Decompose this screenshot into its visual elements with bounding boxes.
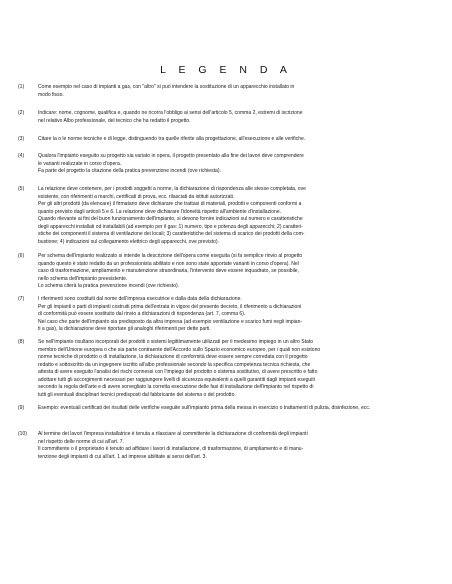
legend-note-2: [18, 110, 444, 125]
note-number: (5): [18, 186, 25, 192]
note-number: (6): [18, 253, 25, 259]
note-number: (3): [18, 136, 25, 142]
legend-note-8: [18, 339, 444, 399]
note-number: (10): [18, 431, 27, 437]
note-number: (7): [18, 296, 25, 302]
note-number: (8): [18, 339, 25, 345]
note-number: (4): [18, 153, 25, 159]
note-text: Qualora l'impianto eseguito su progetto sia variato in opera, il progetto presentato alla fine dei lavori deve comprendere le varianti realizzate in corso d'opera. Fa parte del progetto la citazione della pratica prevenzione incendi (ove richiesta).: [38, 153, 304, 175]
legend-note-4: [18, 153, 444, 176]
note-text: La relazione deve contenere, per i prodotti soggetti a norme, la dichiarazione di rispondenza alle stesse completata, ove esistente, con riferimenti a marchi, certificati di prova, ecc. rilasciati da istituti autorizzati. Per gli altri prodotti (da elencare) il firmatario deve dichiarare che trattasi di materiali, prodotti e componenti conformi a quanto previsto dagli articoli 5 e 6. La relazione deve dichiarare l'idoneità rispetto all'ambiente d'installazione. Quando rilevante ai fini del buon funzionamento dell'impianto, si devono fornire indicazioni sul numero e caratteristiche degli apparecchi installati od installabili (ad esempio per il gas: 1) numero, tipo e potenza degli apparecchi; 2) caratteri- stiche dei componenti il sistema di ventilazione dei locali; 3) caratteristiche del sistema di scarico dei prodotti della com- bustione; 4) indicazioni sul collegamento elettrico degli apparecchi, ove previsto).: [38, 186, 306, 245]
note-text: Per schema dell'impianto realizzato si intende la descrizione dell'opera come eseguita (si fa semplice rinvio al progetto quando questo è stato redatto da un professionista abilitato e non sono state apportate varianti in corso d'opera). Nel caso di trasformazione, ampliamento e manutenzione straordinaria, l'intervento deve essere inquadrato, se possibile, nello schema dell'impianto preesistente. Lo schema citerà la pratica prevenzione incendi (ove richiesto).: [38, 253, 303, 290]
legend-note-7: [18, 296, 444, 334]
note-text: Esempio: eventuali certificati dei risultati delle verifiche eseguite sull'impianto prima della messa in esercizio o trattamenti di pulizia, disinfezione, ecc.: [38, 405, 371, 411]
legend-note-10: [18, 431, 444, 461]
note-text: Citare la o le norme tecniche e di legge, distinguendo tra quelle riferite alla progettazione, all'esecuzione e alle verifiche.: [38, 136, 306, 142]
legend-note-3: [18, 136, 444, 144]
note-text: I riferimenti sono costituiti dal nome dell'impresa esecutrice e dalla data della dichiarazione. Per gli impianti o parti di impianti costruiti prima dell'entrata in vigore del presente decreto, il riferimento a dichiarazioni di conformità può essere sostituito dal rinvio a dichiarazioni di rispondenza (art. 7, comma 6). Nel caso che parte dell'impianto sia predisposto da altra impresa (ad esempio ventilazione e scarico fumi negli impian- ti a gas), la dichiarazione deve riportare gli analoghi riferimenti per dette parti.: [38, 296, 303, 333]
note-text: Come esempio nel caso di impianti a gas, con "altro" si può intendere la sostituzione di un apparecchio installato in modo fisso.: [38, 84, 295, 98]
note-number: (9): [18, 405, 25, 411]
page-title: L E G E N D A: [160, 64, 292, 76]
legend-note-5: [18, 186, 444, 246]
note-text: Indicare: nome, cognome, qualifica e, quando ne ricorra l'obbligo ai sensi dell'articolo 5, comma 2, estremi di iscrizione nel relativo Albo professionale, del tecnico che ha redatto il progetto.: [38, 110, 303, 124]
note-text: Se nell'impianto risultano incorporati dei prodotti o sistemi legittimamente utilizzati per il medesimo impiego in un altro Stato membro dell'Unione europea o che sia parte contraente dell'Accordo sullo Spazio economico europeo, per i quali non esistono norme tecniche di prodotto o di installazione, la dichiarazione di conformità deve essere sempre corredata con il progetto redatto e sottoscritto da un ingegnere iscritto all'albo professionale secondo la specifica competenza tecnica richiesta, che attesta di avere eseguito l'analisi dei rischi connessi con l'impiego del prodotto o sistema sostitutivo, di avere prescritto e fatto adottare tutti gli accorgimenti necessari per raggiungere livelli di sicurezza equivalenti a quelli garantiti dagli impianti eseguiti secondo la regola dell'arte e di avere sorvegliato la corretta esecuzione delle fasi di installazione dell'impianto nel rispetto di tutti gli eventuali disciplinari tecnici predisposti dal fabbricante del sistema o del prodotto.: [38, 339, 321, 398]
note-number: (1): [18, 84, 25, 90]
legend-note-9: [18, 405, 444, 413]
legend-note-6: [18, 253, 444, 291]
note-number: (2): [18, 110, 25, 116]
legend-note-1: [18, 84, 444, 99]
note-text: Al termine dei lavori l'impresa installatrice è tenuta a rilasciare al committente la dichiarazione di conformità degli impianti nel rispetto delle norme di cui all'art. 7. Il committente o il proprietario è tenuto ad affidare i lavori di installazione, di trasformazione, di ampliamento e di manu- tenzione degli impianti di cui all'art. 1 ad imprese abilitate ai sensi dell'art. 3.: [38, 431, 308, 460]
